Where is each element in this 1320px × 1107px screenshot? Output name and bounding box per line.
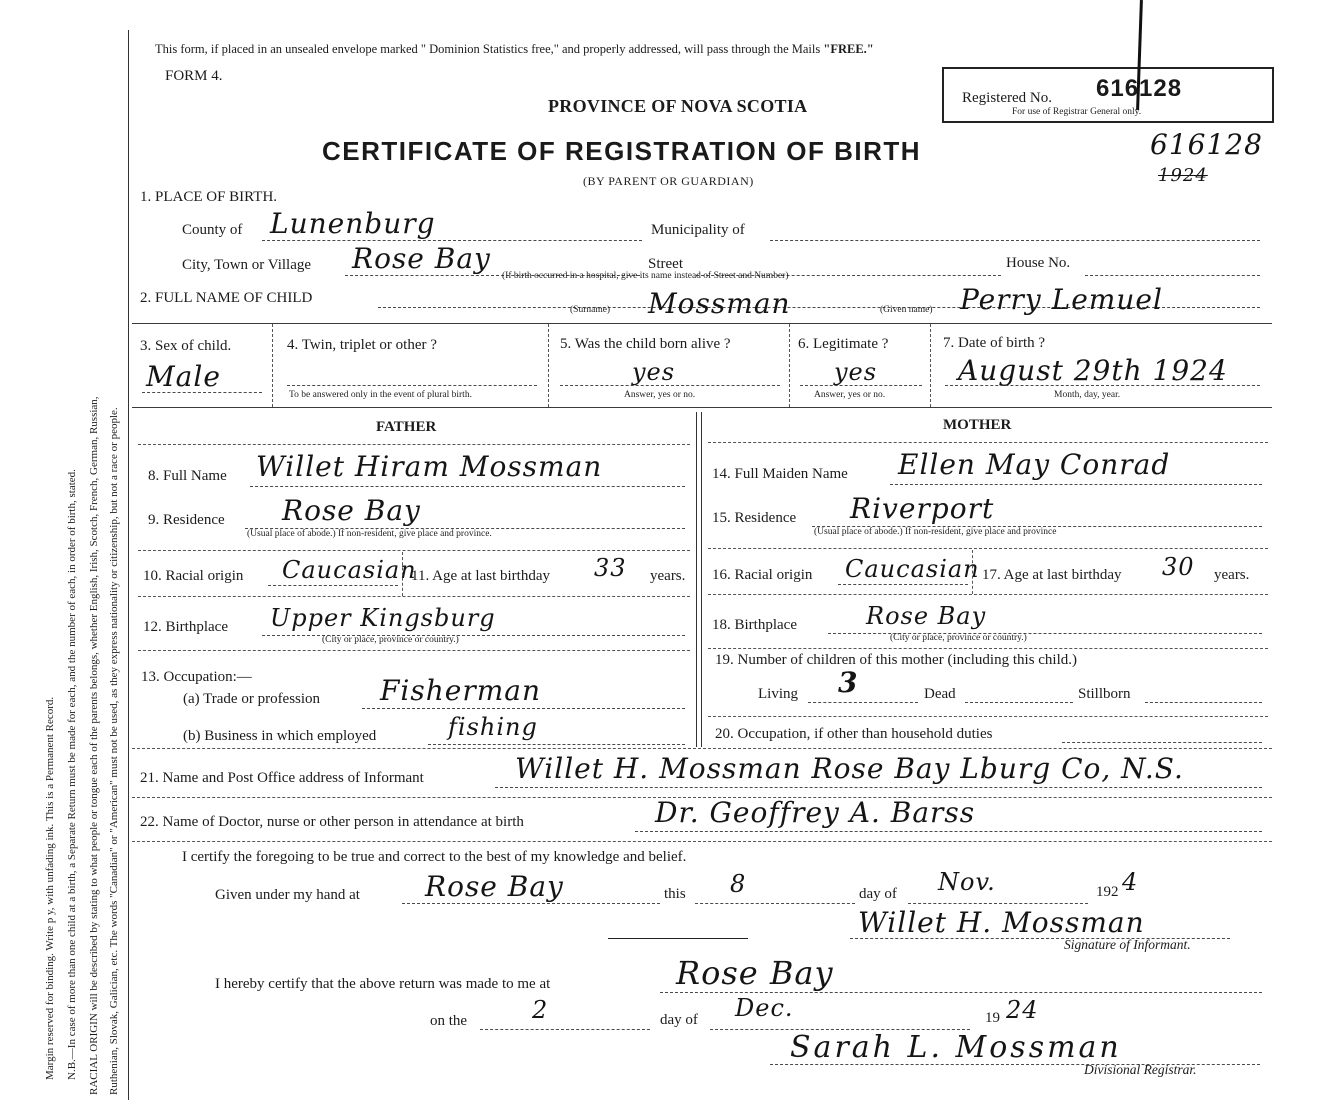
city-label: City, Town or Village [182,257,312,273]
father-racial-label: 10. Racial origin [143,568,244,584]
this-label: this [664,886,686,902]
given-year-value: 4 [1122,868,1139,896]
city-value: Rose Bay [352,242,491,275]
mother-name-label: 14. Full Maiden Name [712,466,848,482]
registrar-day-of-label: day of [660,1012,698,1028]
registrar-statement: I hereby certify that the above return was made to me at [215,976,551,992]
father-rule-1 [138,550,690,551]
father-heading-rule [138,444,690,445]
father-heading: FATHER [376,419,437,435]
mother-dead-label: Dead [924,686,956,702]
given-name-label: (Given name) [880,305,933,315]
born-alive-line [560,385,780,386]
mother-years-label: years. [1214,567,1250,583]
informant-signature: Willet H. Mossman [858,906,1145,939]
father-birthplace-note: (City or place, province or country.) [322,635,459,645]
given-name-value: Perry Lemuel [960,283,1163,316]
mail-notice-free: "FREE." [823,42,874,56]
day-of-label: day of [859,886,897,902]
certify-statement: I certify the foregoing to be true and correct to the best of my knowledge and belief. [182,849,687,865]
father-rule-3 [138,650,690,651]
municipality-line [770,240,1260,241]
mother-residence-value: Riverport [850,492,995,525]
date-of-birth-label: 7. Date of birth ? [943,335,1046,351]
given-month-line [908,903,1088,904]
registrar-day-line [480,1029,650,1030]
born-alive-note: Answer, yes or no. [624,390,696,400]
father-name-label: 8. Full Name [148,468,227,484]
father-years-label: years. [650,568,686,584]
father-trade-line [362,708,685,709]
informant-line [495,787,1262,788]
mother-living-label: Living [758,686,798,702]
doctor-rule [132,841,1272,842]
registrar-on-the-label: on the [430,1013,468,1029]
father-birthplace-label: 12. Birthplace [143,619,228,635]
surname-value: Mossman [648,287,791,320]
doctor-label: 22. Name of Doctor, nurse or other person in attendance at birth [140,814,524,830]
form-number: FORM 4. [165,68,223,84]
father-name-line [250,486,685,487]
given-under-label: Given under my hand at [215,887,360,903]
mother-birthplace-value: Rose Bay [866,602,987,630]
mother-name-line [890,484,1262,485]
col-divider-3 [789,324,790,407]
mother-rule-1 [708,548,1268,549]
registrar-day-value: 2 [532,996,549,1024]
house-number-label: House No. [1006,255,1071,271]
margin-racial-origin-note: RACIAL ORIGIN will be described by stating to what people or tongue each of the parents belongs, whether English, Irish, Scotch, French, German, Russian, [88,396,100,1095]
handwritten-registration-number: 616128 [1150,128,1263,161]
father-rule-2 [138,596,690,597]
mother-living-value: 3 [838,666,859,699]
mother-name-value: Ellen May Conrad [898,448,1171,481]
informant-label: 21. Name and Post Office address of Informant [140,770,424,786]
father-age-value: 33 [594,554,627,582]
registrar-place-value: Rose Bay [676,954,834,992]
surname-label: (Surname) [570,305,611,315]
sex-label: 3. Sex of child. [140,338,232,354]
mother-residence-label: 15. Residence [712,510,797,526]
given-day-line [695,903,855,904]
registrar-month-value: Dec. [735,994,794,1022]
mother-dead-line [965,702,1073,703]
informant-signature-label: Signature of Informant. [1064,937,1191,952]
mother-age-value: 30 [1162,553,1195,581]
row-divider-bottom [132,407,1272,408]
registrar-signature-label: Divisional Registrar. [1084,1062,1197,1077]
margin-multiple-births-note: N.B.—In case of more than one child at a birth, a Separate Return must be made for each, and the number of each, in order of birth, stated. [66,469,78,1080]
child-name-label: 2. FULL NAME OF CHILD [140,290,313,306]
registrar-signature: Sarah L. Mossman [790,1030,1122,1065]
father-residence-note: (Usual place of abode.) If non-resident, give place and province. [247,529,492,539]
twin-line [287,385,537,386]
registered-number: 616128 [1096,75,1183,102]
mother-heading: MOTHER [943,417,1012,433]
father-trade-value: Fisherman [380,674,542,707]
mother-children-label: 19. Number of children of this mother (including this child.) [715,652,1078,668]
father-racial-value: Caucasian [282,556,417,584]
father-birthplace-value: Upper Kingsburg [270,604,496,632]
father-business-label: (b) Business in which employed [183,728,377,744]
struck-year: 1924 [1158,165,1208,186]
twin-note: To be answered only in the event of plural birth. [289,390,472,400]
sex-line [142,392,262,393]
registered-label: Registered No. [962,90,1052,106]
mother-living-line [808,702,918,703]
born-alive-label: 5. Was the child born alive ? [560,336,731,352]
legitimate-value: yes [834,358,878,386]
mother-stillborn-line [1145,702,1262,703]
street-label: Street [648,256,683,272]
hospital-note: (If birth occurred in a hospital, give its name instead of Street and Number) [502,271,789,281]
center-divider-a [696,412,697,747]
certificate-subtitle: (BY PARENT OR GUARDIAN) [583,174,754,188]
col-divider-4 [930,324,931,407]
given-day-value: 8 [730,870,747,898]
mother-racial-label: 16. Racial origin [712,567,813,583]
given-year-prefix: 192 [1096,884,1119,900]
given-place-value: Rose Bay [425,870,564,903]
legitimate-note: Answer, yes or no. [814,390,886,400]
mother-residence-note: (Usual place of abode.) If non-resident, give place and province [814,527,1057,537]
twin-label: 4. Twin, triplet or other ? [287,337,437,353]
mother-rule-2 [708,594,1268,595]
municipality-label: Municipality of [651,222,745,238]
section-rule-lower [132,748,1272,749]
date-of-birth-line [945,385,1260,386]
date-of-birth-value: August 29th 1924 [958,354,1228,387]
margin-rule [128,30,129,1100]
registrar-place-line [660,992,1262,993]
mother-birthplace-note: (City or place, province or country.) [890,633,1027,643]
mother-occupation-line [1062,742,1262,743]
county-label: County of [182,222,243,238]
mother-rule-3 [708,648,1268,649]
mother-heading-rule [708,442,1268,443]
registered-box [942,67,1274,123]
doctor-value: Dr. Geoffrey A. Barss [655,796,976,829]
father-residence-label: 9. Residence [148,512,225,528]
father-name-value: Willet Hiram Mossman [256,450,603,483]
registrar-use-note: For use of Registrar General only. [1012,107,1142,117]
mother-birthplace-label: 18. Birthplace [712,617,797,633]
doctor-line [635,831,1262,832]
mother-stillborn-label: Stillborn [1078,686,1131,702]
house-number-line [1085,275,1260,276]
father-business-value: fishing [448,713,538,741]
date-of-birth-note: Month, day, year. [1054,390,1121,400]
seal-line [608,938,748,939]
informant-value: Willet H. Mossman Rose Bay Lburg Co, N.S. [515,752,1184,785]
father-racial-divider [402,552,403,596]
mail-notice-text: This form, if placed in an unsealed envelope marked " Dominion Statistics free," and properly addressed, will pass through the Mails [155,42,824,56]
mail-notice [155,42,874,57]
mother-racial-line [838,584,968,585]
margin-binding-note: Margin reserved for binding. Write p y, with unfading ink. This is a Permanent Record. [44,696,56,1080]
given-place-line [402,903,660,904]
place-of-birth-heading: 1. PLACE OF BIRTH. [140,189,278,205]
father-business-line [428,744,685,745]
father-trade-label: (a) Trade or profession [183,691,321,707]
sex-value: Male [146,360,221,393]
legitimate-label: 6. Legitimate ? [798,336,889,352]
margin-nationality-note: Ruthenian, Slovak, Galician, etc. The words "Canadian" or "American" must not be used, as they express nationality or citizenship, but not a race or people. [108,407,120,1095]
mother-racial-value: Caucasian [845,555,980,583]
certificate-title: CERTIFICATE OF REGISTRATION OF BIRTH [322,136,922,166]
mother-occupation-label: 20. Occupation, if other than household duties [715,726,993,742]
col-divider-2 [548,324,549,407]
mother-rule-4 [708,716,1268,717]
father-occupation-label: 13. Occupation:— [141,669,252,685]
mother-age-label: 17. Age at last birthday [982,567,1122,583]
mother-racial-divider [972,550,973,594]
born-alive-value: yes [632,358,676,386]
county-line [262,240,642,241]
county-value: Lunenburg [270,207,436,240]
registrar-year-value: 24 [1006,996,1039,1024]
row-divider-top [132,323,1272,324]
given-month-value: Nov. [938,868,996,896]
father-age-label: 11. Age at last birthday [411,568,550,584]
center-divider-b [701,412,702,747]
col-divider-1 [272,324,273,407]
father-residence-value: Rose Bay [282,494,421,527]
father-racial-line [268,585,398,586]
province-heading: PROVINCE OF NOVA SCOTIA [548,96,808,116]
legitimate-line [800,385,922,386]
registrar-year-prefix: 19 [985,1010,1000,1026]
